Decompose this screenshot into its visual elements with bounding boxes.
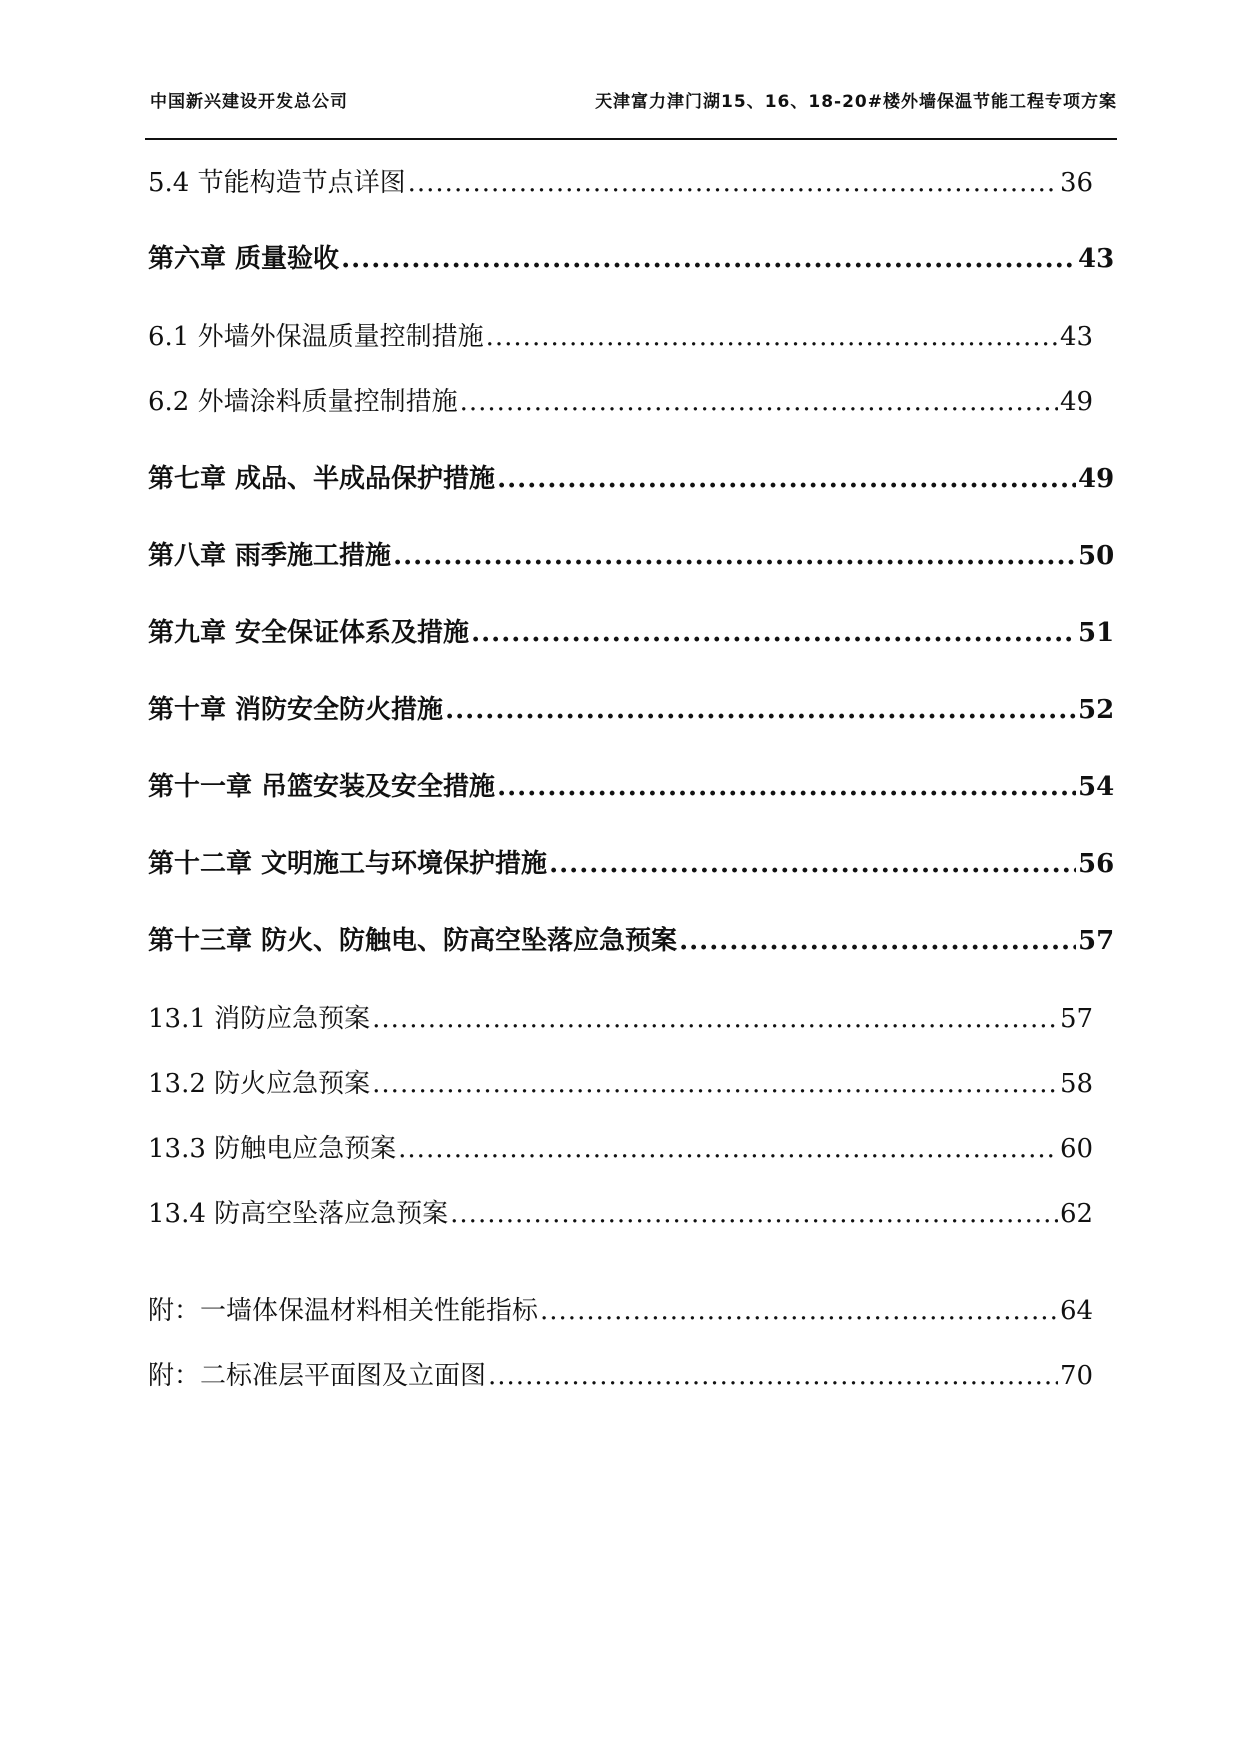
toc-leader (488, 1361, 1058, 1391)
toc-page: 43 (1060, 322, 1094, 352)
toc-title: 附：二标准层平面图及立面图 (148, 1361, 487, 1391)
toc-page: 49 (1060, 387, 1094, 417)
toc-entry-5-4[interactable] (148, 162, 1100, 199)
toc-page: 54 (1078, 772, 1115, 802)
toc-leader (372, 1069, 1058, 1099)
toc-title: 13.3 防触电应急预案 (148, 1134, 397, 1164)
toc-title: 5.4 节能构造节点详图 (148, 168, 406, 198)
toc-leader (549, 849, 1076, 879)
toc-leader (372, 1004, 1058, 1034)
toc-page: 64 (1060, 1296, 1094, 1326)
toc-entry-13-4[interactable] (148, 1193, 1100, 1230)
toc-title: 第六章 质量验收 (148, 244, 340, 274)
toc-leader (408, 168, 1058, 198)
toc-page: 57 (1060, 1004, 1094, 1034)
toc-page: 36 (1060, 168, 1094, 198)
toc-title: 附：一墙体保温材料相关性能指标 (148, 1296, 539, 1326)
toc-page: 51 (1078, 618, 1115, 648)
toc-entry-chapter-8[interactable] (148, 535, 1118, 572)
toc-page: 57 (1078, 926, 1115, 956)
toc-page: 60 (1060, 1134, 1094, 1164)
toc-entry-6-1[interactable] (148, 316, 1100, 353)
toc-entry-13-3[interactable] (148, 1128, 1100, 1165)
toc-leader (497, 464, 1076, 494)
toc-leader (497, 772, 1076, 802)
toc-leader (486, 322, 1058, 352)
toc-title: 13.2 防火应急预案 (148, 1069, 371, 1099)
header-rule (145, 138, 1117, 140)
toc-entry-chapter-9[interactable] (148, 612, 1118, 649)
toc-leader (450, 1199, 1058, 1229)
toc-title: 第十一章 吊篮安装及安全措施 (148, 772, 496, 802)
toc-leader (341, 244, 1076, 274)
toc-entry-chapter-12[interactable] (148, 843, 1118, 880)
toc-title: 13.1 消防应急预案 (148, 1004, 371, 1034)
toc-leader (679, 926, 1076, 956)
toc-leader (471, 618, 1076, 648)
toc-page: 62 (1060, 1199, 1094, 1229)
toc-entry-appendix-2[interactable] (148, 1355, 1100, 1392)
toc-leader (540, 1296, 1058, 1326)
toc-entry-chapter-13[interactable] (148, 920, 1118, 957)
toc-leader (445, 695, 1076, 725)
toc-title: 第十章 消防安全防火措施 (148, 695, 444, 725)
toc-entry-chapter-6[interactable] (148, 238, 1118, 275)
header-company: 中国新兴建设开发总公司 (150, 92, 348, 112)
toc-title: 6.1 外墙外保温质量控制措施 (148, 322, 484, 352)
toc-title: 第十二章 文明施工与环境保护措施 (148, 849, 548, 879)
toc-leader (393, 541, 1076, 571)
toc-entry-chapter-11[interactable] (148, 766, 1118, 803)
toc-page: 43 (1078, 244, 1115, 274)
toc-entry-appendix-1[interactable] (148, 1290, 1100, 1327)
toc-entry-13-2[interactable] (148, 1063, 1100, 1100)
toc-leader (460, 387, 1058, 417)
toc-page: 49 (1078, 464, 1115, 494)
toc-entry-chapter-7[interactable] (148, 458, 1118, 495)
toc-leader (398, 1134, 1058, 1164)
toc-page: 58 (1060, 1069, 1094, 1099)
page-header (150, 84, 1117, 112)
toc-title: 第八章 雨季施工措施 (148, 541, 392, 571)
toc-entry-13-1[interactable] (148, 998, 1100, 1035)
toc-entry-6-2[interactable] (148, 381, 1100, 418)
toc-page: 50 (1078, 541, 1115, 571)
toc-title: 第九章 安全保证体系及措施 (148, 618, 470, 648)
toc-title: 第七章 成品、半成品保护措施 (148, 464, 496, 494)
toc-title: 第十三章 防火、防触电、防高空坠落应急预案 (148, 926, 678, 956)
toc-page: 52 (1078, 695, 1115, 725)
toc-title: 6.2 外墙涂料质量控制措施 (148, 387, 458, 417)
header-project: 天津富力津门湖15、16、18-20#楼外墙保温节能工程专项方案 (595, 92, 1117, 112)
toc-entry-chapter-10[interactable] (148, 689, 1118, 726)
toc-page: 56 (1078, 849, 1115, 879)
toc-page: 70 (1060, 1361, 1094, 1391)
toc-title: 13.4 防高空坠落应急预案 (148, 1199, 449, 1229)
